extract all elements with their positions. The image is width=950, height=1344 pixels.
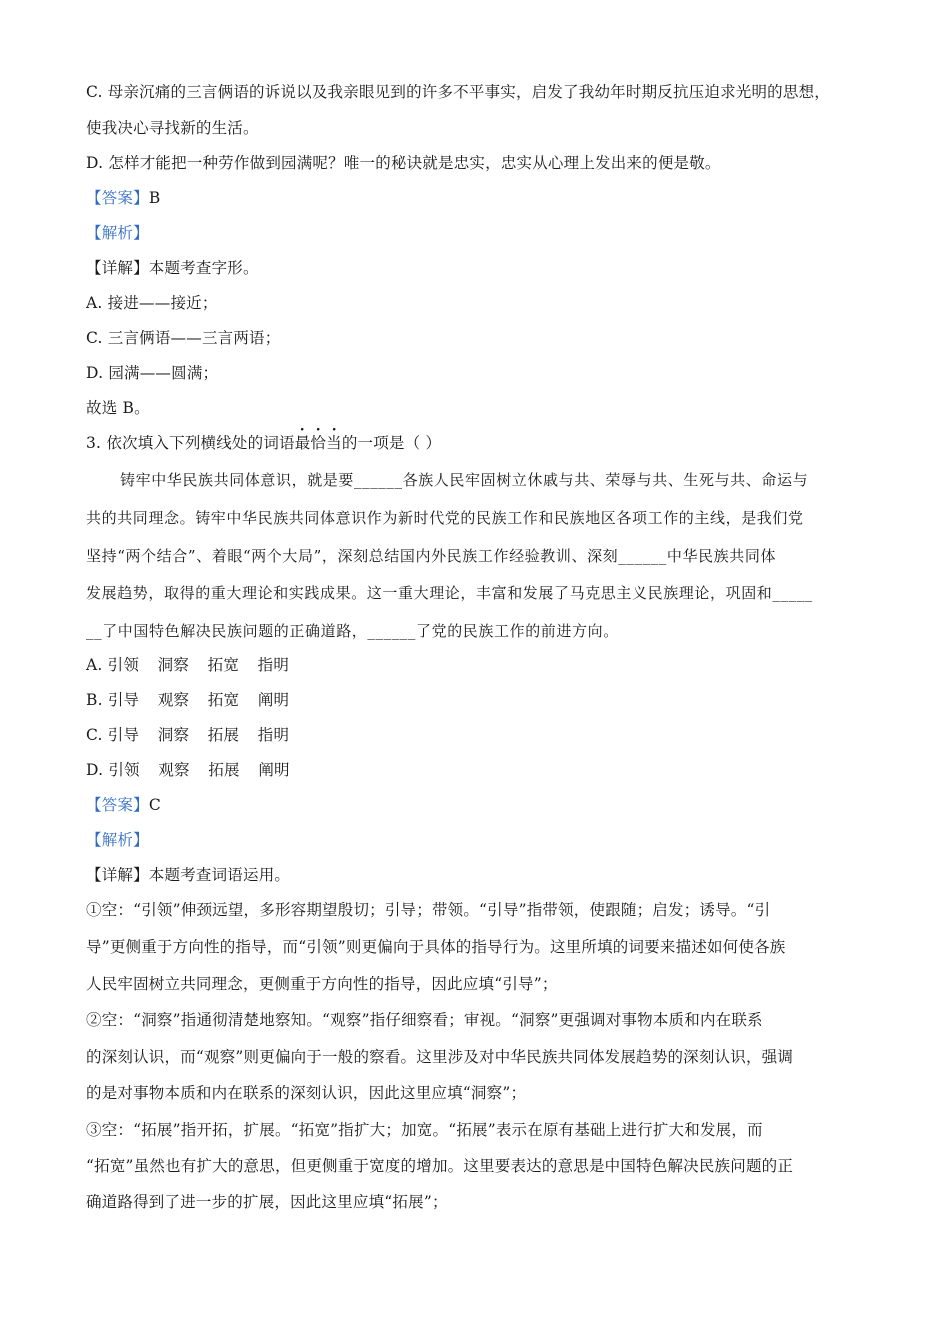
answer-label: 【答案】: [86, 189, 149, 207]
q2-analysis-label: 【解析】: [86, 224, 149, 242]
q3-passage-line-4: 发展趋势，取得的重大理论和实践成果。这一重大理论，丰富和发展了马克思主义民族理论，巩固和_____: [86, 584, 813, 602]
q2-conclusion: 故选 B。: [86, 399, 150, 417]
q3-answer: [86, 795, 161, 815]
q3-option-b: B. 引导 观察 拓宽 阐明: [86, 691, 290, 709]
q3-explanation-line-1: ①空：“引领”伸颈远望，多形容期望殷切；引导；带领。“引导”指带领，使跟随；启发；诱导。“引: [86, 901, 771, 919]
q3-option-a: A. 引领 洞察 拓宽 指明: [86, 656, 290, 674]
q2-answer: [86, 188, 160, 208]
q3-analysis-label: 【解析】: [86, 831, 149, 849]
q3-explanation-line-7: ③空：“拓展”指开拓，扩展。“拓宽”指扩大；加宽。“拓展”表示在原有基础上进行扩大和发展，而: [86, 1121, 763, 1139]
q3-explanation-line-4: ②空：“洞察”指通彻清楚地察知。“观察”指仔细察看；审视。“洞察”更强调对事物本质和内在联系: [86, 1011, 763, 1029]
q2-item-a: A. 接进——接近；: [86, 294, 218, 312]
answer-value: C: [148, 796, 161, 814]
q3-passage-line-1: 铸牢中华民族共同体意识，就是要______各族人民牢固树立休戚与共、荣辱与共、生死与共、命运与: [120, 471, 809, 489]
q3-stem: [86, 422, 442, 453]
q3-stem-emphasis: · · · 最恰当: [294, 422, 342, 452]
q3-explanation-line-9: 确道路得到了进一步的扩展，因此这里应填“拓展”；: [86, 1193, 448, 1211]
q2-item-c: C. 三言俩语——三言两语；: [86, 329, 281, 347]
q3-detail: 【详解】本题考查词语运用。: [86, 866, 291, 884]
q3-explanation-line-5: 的深刻认识，而“观察”则更偏向于一般的察看。这里涉及对中华民族共同体发展趋势的深刻认识，强调: [86, 1048, 794, 1066]
q2-item-d: D. 园满——圆满；: [86, 364, 219, 382]
q2-detail: 【详解】本题考查字形。: [86, 259, 259, 277]
answer-label: 【答案】: [86, 796, 149, 814]
q3-explanation-line-2: 导”更侧重于方向性的指导，而“引领”则更偏向于具体的指导行为。这里所填的词要来描述如何使各族: [86, 938, 786, 956]
option-d-line: D. 怎样才能把一种劳作做到园满呢？唯一的秘诀就是忠实，忠实从心理上发出来的便是敬。: [86, 154, 721, 172]
q3-explanation-line-3: 人民牢固树立共同理念，更侧重于方向性的指导，因此应填“引导”；: [86, 975, 558, 993]
q3-explanation-line-8: “拓宽”虽然也有扩大的意思，但更侧重于宽度的增加。这里要表达的意思是中国特色解决民族问题的正: [86, 1157, 794, 1175]
answer-value: B: [148, 189, 161, 207]
q3-passage-line-2: 共的共同理念。铸牢中华民族共同体意识作为新时代党的民族工作和民族地区各项工作的主线，是我们党: [86, 509, 804, 527]
q3-passage-line-5: __了中国特色解决民族问题的正确道路，______了党的民族工作的前进方向。: [86, 622, 619, 640]
q3-option-c: C. 引导 洞察 拓展 指明: [86, 726, 290, 744]
q3-stem-before: 3. 依次填入下列横线处的词语: [86, 434, 295, 452]
option-c-line-2: 使我决心寻找新的生活。: [86, 119, 259, 137]
q3-passage-line-3: 坚持“两个结合”、着眼“两个大局”，深刻总结国内外民族工作经验教训、深刻______中华民族共同体: [86, 547, 777, 565]
q3-stem-after: 的一项是（ ）: [341, 434, 442, 452]
option-c-line-1: C. 母亲沉痛的三言俩语的诉说以及我亲眼见到的许多不平事实，启发了我幼年时期反抗压迫求光明的思想，: [86, 83, 830, 101]
q3-explanation-line-6: 的是对事物本质和内在联系的深刻认识，因此这里应填“洞察”；: [86, 1084, 527, 1102]
q3-option-d: D. 引领 观察 拓展 阐明: [86, 761, 290, 779]
